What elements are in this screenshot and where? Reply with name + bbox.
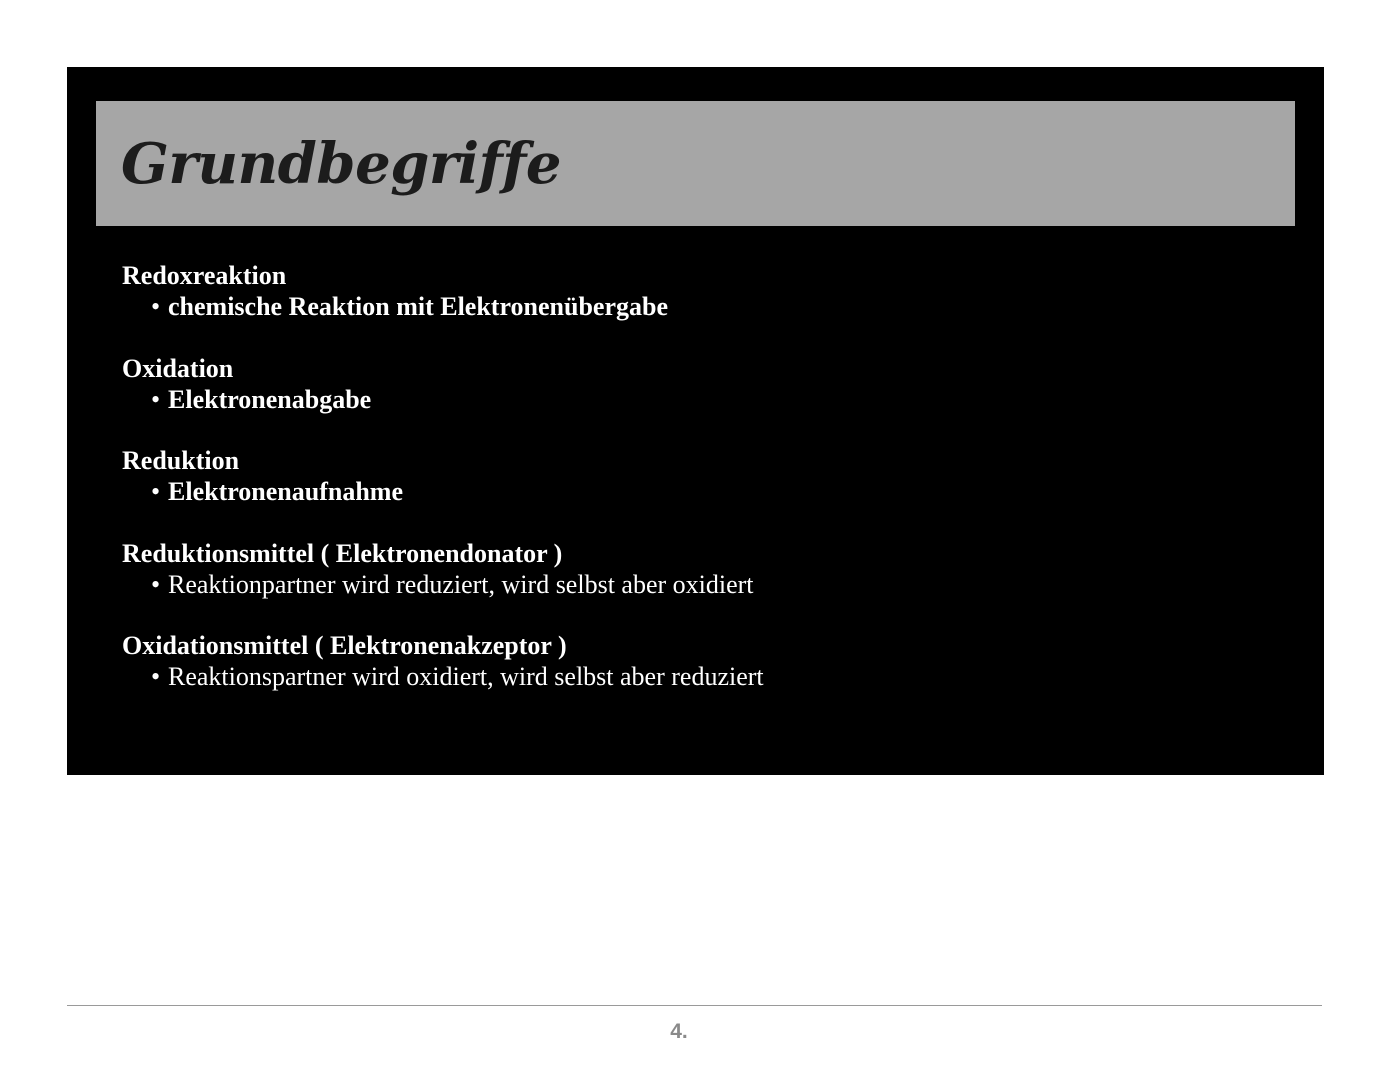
term-definition-text: Elektronenaufnahme <box>168 477 403 506</box>
term-definition <box>122 476 1222 507</box>
term-definition-text: Reaktionpartner wird reduziert, wird selbst aber oxidiert <box>168 569 754 599</box>
term-heading: Reduktion <box>122 446 240 475</box>
term-item <box>122 445 1222 538</box>
term-definition-text: Reaktionspartner wird oxidiert, wird selbst aber reduziert <box>168 662 764 691</box>
term-item <box>122 260 1222 353</box>
page-number: 4. <box>670 1020 688 1043</box>
footer-divider <box>67 1005 1322 1006</box>
bullet-icon: • <box>151 662 161 691</box>
term-heading: Oxidation <box>122 353 234 383</box>
term-definition <box>122 661 1222 692</box>
term-item <box>122 538 1222 631</box>
term-heading: Redoxreaktion <box>122 261 287 290</box>
bullet-icon: • <box>151 477 161 506</box>
bullet-icon: • <box>151 384 161 414</box>
term-definition <box>122 569 1222 600</box>
slide-title: Grundbegriffe <box>121 131 561 197</box>
term-definition-text: Elektronenabgabe <box>168 384 372 414</box>
term-definition <box>122 291 1222 322</box>
bullet-icon: • <box>151 292 161 321</box>
slide <box>67 67 1324 775</box>
term-item <box>122 353 1222 446</box>
term-heading: Reduktionsmittel ( Elektronendonator ) <box>122 538 563 568</box>
title-bar <box>96 101 1295 226</box>
term-definition-text: chemische Reaktion mit Elektronenübergabe <box>168 292 668 321</box>
term-list <box>122 260 1222 723</box>
bullet-icon: • <box>151 569 161 599</box>
term-definition <box>122 384 1222 415</box>
term-heading: Oxidationsmittel ( Elektronenakzeptor ) <box>122 631 567 660</box>
term-item <box>122 630 1222 723</box>
